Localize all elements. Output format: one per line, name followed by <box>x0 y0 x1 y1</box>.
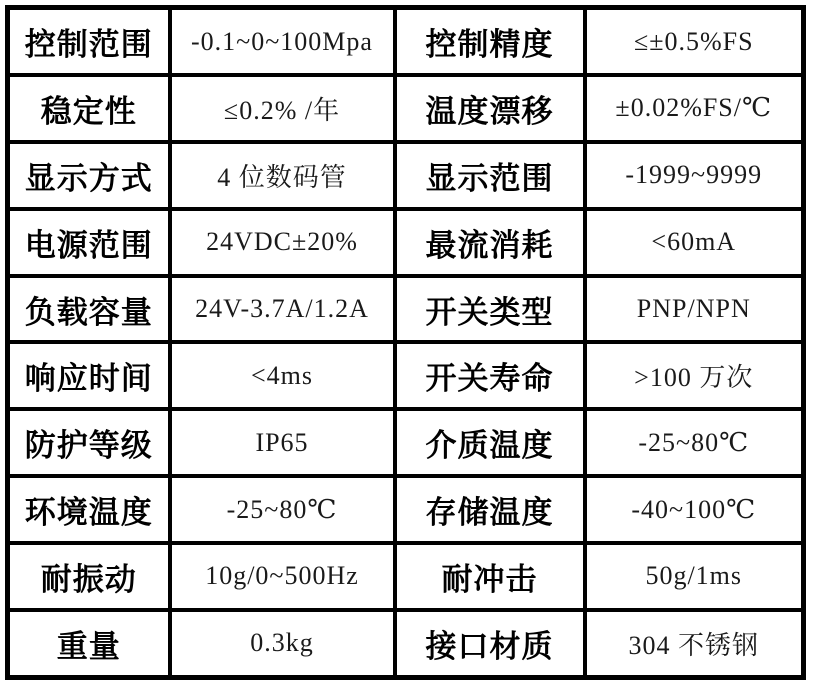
spec-label-cell: 电源范围 <box>8 209 170 276</box>
table-row <box>8 610 804 678</box>
table-row <box>8 8 804 76</box>
spec-label-cell: 接口材质 <box>395 610 585 678</box>
table-row <box>8 276 804 343</box>
spec-value-cell: <60mA <box>585 209 804 276</box>
spec-value-cell: -25~80℃ <box>585 409 804 476</box>
spec-value-cell: 10g/0~500Hz <box>170 543 395 610</box>
spec-value-cell: 24V-3.7A/1.2A <box>170 276 395 343</box>
spec-value-cell: ±0.02%FS/℃ <box>585 75 804 142</box>
table-row <box>8 409 804 476</box>
spec-label-cell: 负载容量 <box>8 276 170 343</box>
table-row <box>8 342 804 409</box>
spec-value-cell: -40~100℃ <box>585 476 804 543</box>
table-row <box>8 209 804 276</box>
spec-label-cell: 温度漂移 <box>395 75 585 142</box>
table-row <box>8 75 804 142</box>
spec-value-cell: 4 位数码管 <box>170 142 395 209</box>
spec-value-cell: PNP/NPN <box>585 276 804 343</box>
spec-table <box>5 5 806 680</box>
spec-label-cell: 环境温度 <box>8 476 170 543</box>
spec-value-cell: ≤0.2% /年 <box>170 75 395 142</box>
spec-label-cell: 耐振动 <box>8 543 170 610</box>
spec-label-cell: 耐冲击 <box>395 543 585 610</box>
spec-value-cell: >100 万次 <box>585 342 804 409</box>
spec-label-cell: 防护等级 <box>8 409 170 476</box>
spec-label-cell: 稳定性 <box>8 75 170 142</box>
spec-value-cell: 0.3kg <box>170 610 395 678</box>
spec-label-cell: 重量 <box>8 610 170 678</box>
table-row <box>8 476 804 543</box>
spec-label-cell: 存储温度 <box>395 476 585 543</box>
spec-value-cell: -1999~9999 <box>585 142 804 209</box>
spec-value-cell: 304 不锈钢 <box>585 610 804 678</box>
spec-value-cell: -25~80℃ <box>170 476 395 543</box>
spec-value-cell: 50g/1ms <box>585 543 804 610</box>
spec-label-cell: 显示方式 <box>8 142 170 209</box>
spec-value-cell: 24VDC±20% <box>170 209 395 276</box>
spec-label-cell: 控制精度 <box>395 8 585 76</box>
table-row <box>8 142 804 209</box>
spec-value-cell: -0.1~0~100Mpa <box>170 8 395 76</box>
spec-table-body <box>8 8 804 678</box>
spec-value-cell: ≤±0.5%FS <box>585 8 804 76</box>
spec-label-cell: 最流消耗 <box>395 209 585 276</box>
spec-label-cell: 开关类型 <box>395 276 585 343</box>
spec-value-cell: <4ms <box>170 342 395 409</box>
spec-label-cell: 开关寿命 <box>395 342 585 409</box>
spec-label-cell: 响应时间 <box>8 342 170 409</box>
spec-label-cell: 控制范围 <box>8 8 170 76</box>
spec-value-cell: IP65 <box>170 409 395 476</box>
spec-label-cell: 显示范围 <box>395 142 585 209</box>
table-row <box>8 543 804 610</box>
spec-label-cell: 介质温度 <box>395 409 585 476</box>
